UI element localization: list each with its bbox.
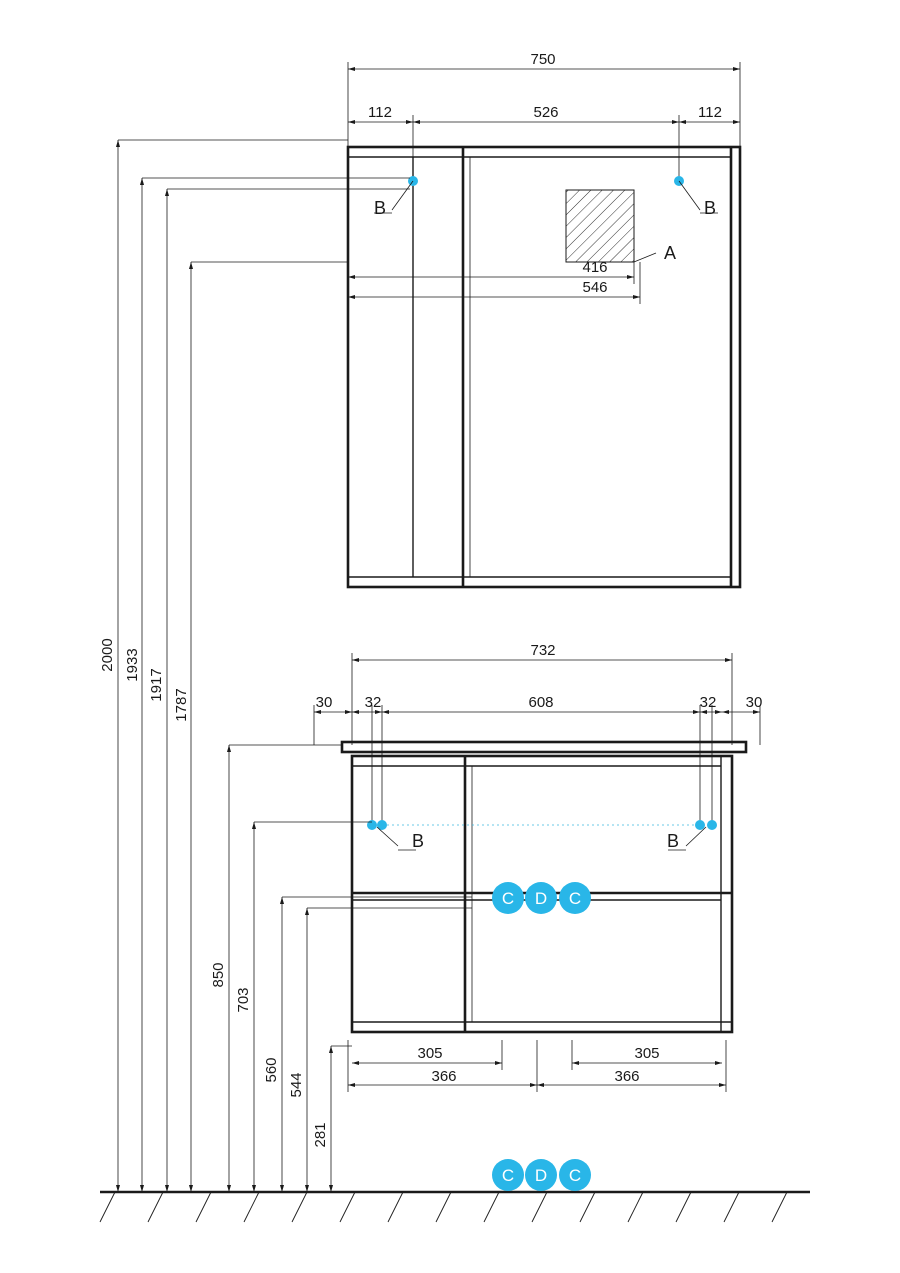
balloon-D-center-cabinet[interactable] [525,882,557,914]
dim-label-732: 732 [530,642,556,659]
dim-label-560: 560 [263,1057,280,1083]
dim-label-366-left: 366 [431,1068,457,1085]
balloon-D-center-floor[interactable] [525,1159,557,1191]
dim-label-112-left: 112 [368,104,392,121]
dim-label-366-right: 366 [614,1068,640,1085]
dim-label-281: 281 [312,1122,329,1148]
marker-B-lower-left [367,820,416,850]
vertical-dimension-lines [118,140,472,1192]
dim-label-1917: 1917 [148,668,165,702]
dim-label-32-left: 32 [364,694,382,711]
floor-line [100,1192,810,1222]
balloon-C-right-cabinet[interactable] [559,882,591,914]
dim-label-305-right: 305 [634,1045,660,1062]
balloon-C-left-floor[interactable] [492,1159,524,1191]
dim-label-112-right: 112 [698,104,722,121]
dim-label-544: 544 [288,1072,305,1098]
balloon-label-D-center: D [534,889,548,908]
dim-label-526: 526 [533,104,559,121]
mirror-cabinet-outline [348,147,740,587]
dim-label-30-right: 30 [745,694,763,711]
dim-label-416: 416 [582,259,608,276]
marker-label-B-upper-left: B [373,198,387,218]
balloon-label-C-left: C [501,889,515,908]
dim-366-pair [348,1040,726,1092]
dim-label-546: 546 [582,279,608,296]
marker-label-B-lower-left: B [411,831,425,851]
dim-label-608: 608 [528,694,554,711]
balloon-label-C-left-floor: C [501,1166,515,1185]
balloon-label-D-center-floor: D [534,1166,548,1185]
dim-label-703: 703 [235,987,252,1013]
marker-label-B-upper-right: B [703,198,717,218]
balloon-label-C-right: C [568,889,582,908]
dim-label-850: 850 [210,962,227,988]
dim-label-32-right: 32 [699,694,717,711]
marker-label-B-lower-right: B [666,831,680,851]
dim-label-2000: 2000 [99,638,116,672]
dim-label-750: 750 [530,51,556,68]
balloon-label-C-right-floor: C [568,1166,582,1185]
dim-label-30-left: 30 [315,694,333,711]
hatched-area-A [566,190,656,262]
dim-label-1787: 1787 [173,688,190,722]
dim-label-305-left: 305 [417,1045,443,1062]
dim-label-1933: 1933 [124,648,141,682]
balloon-C-right-floor[interactable] [559,1159,591,1191]
marker-label-A: A [663,243,677,263]
balloon-C-left-cabinet[interactable] [492,882,524,914]
